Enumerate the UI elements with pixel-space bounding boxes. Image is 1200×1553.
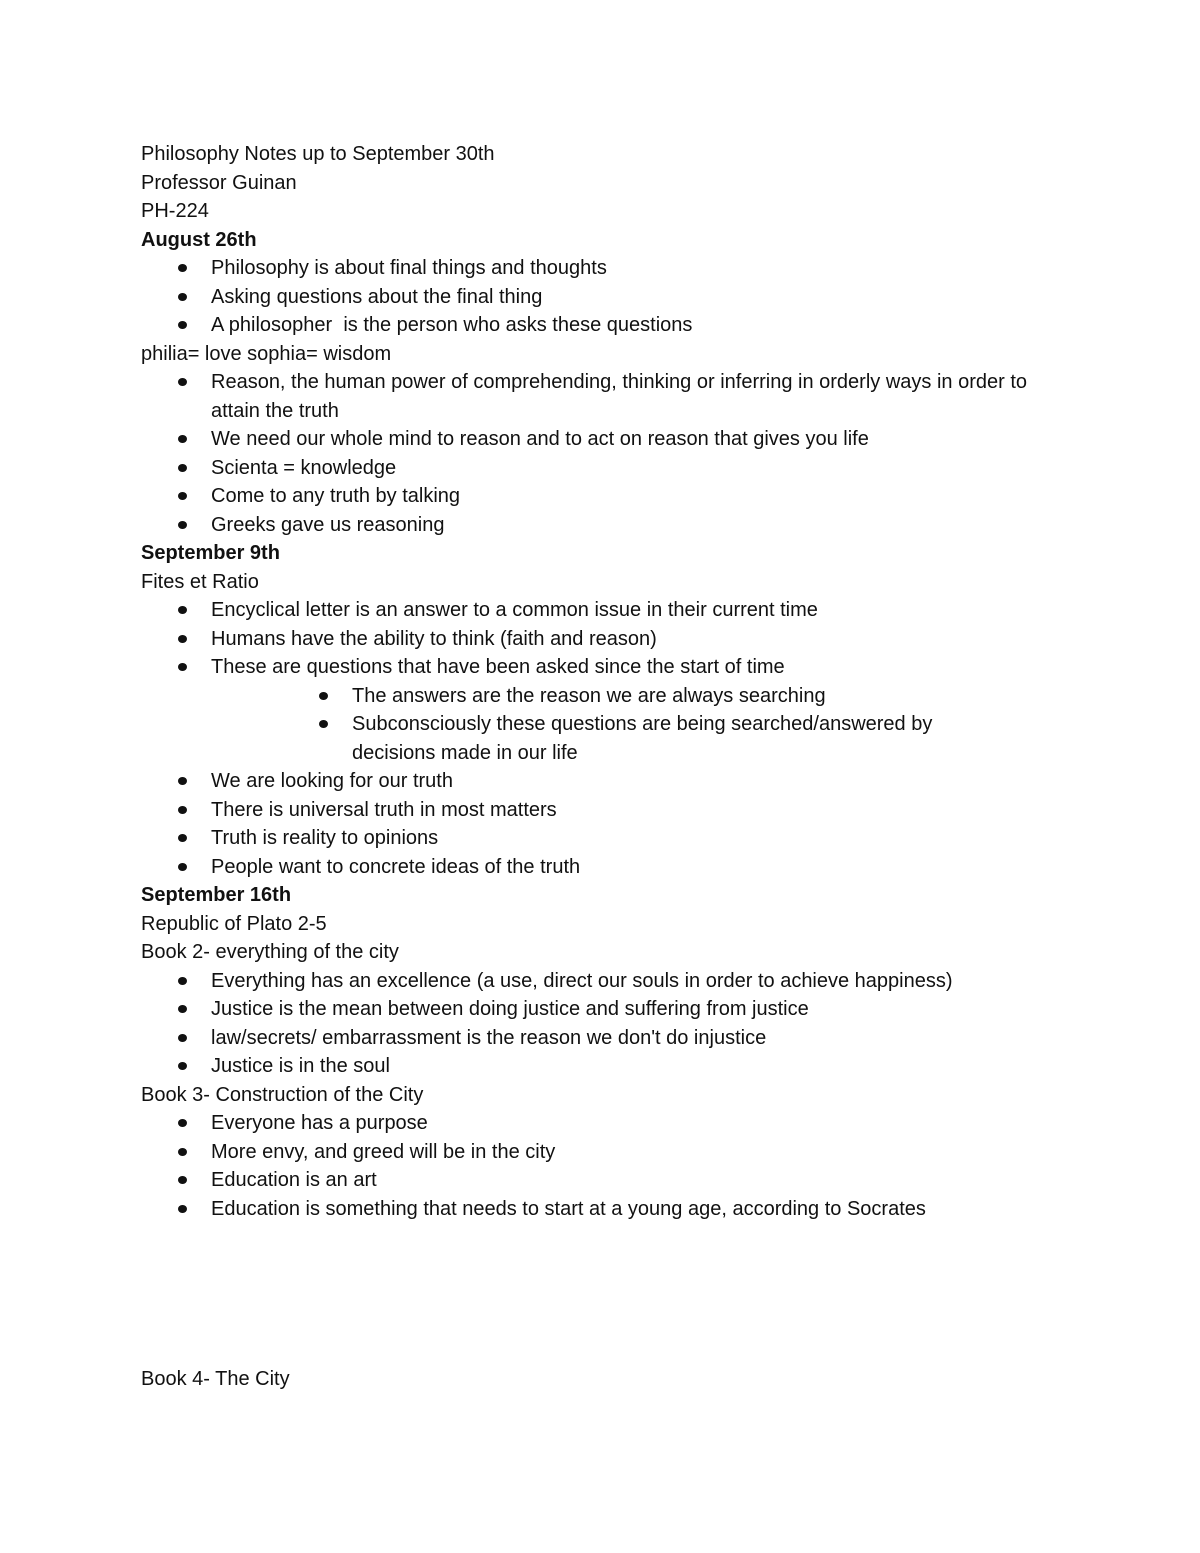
- book3-title: Book 3- Construction of the City: [141, 1083, 424, 1106]
- bullet-icon: [319, 692, 328, 700]
- section-heading-sep9: September 9th: [141, 542, 280, 564]
- list-item: Education is an art: [141, 1166, 1041, 1195]
- list-item: Everyone has a purpose: [141, 1109, 1041, 1138]
- list-item: Come to any truth by talking: [141, 482, 1041, 511]
- list-item: Asking questions about the final thing: [141, 283, 1041, 312]
- bullet-icon: [178, 378, 187, 386]
- book4-title: Book 4- The City: [141, 1368, 290, 1390]
- bullet-icon: [178, 977, 187, 985]
- bullet-icon: [178, 1062, 187, 1070]
- list-item: These are questions that have been asked since the start of time: [141, 653, 1041, 682]
- bullet-icon: [178, 1148, 187, 1156]
- list-item: A philosopher is the person who asks these questions: [141, 311, 1041, 340]
- bullet-icon: [178, 663, 187, 671]
- bullet-icon: [178, 635, 187, 643]
- bullet-icon: [178, 1034, 187, 1042]
- bullet-icon: [178, 1005, 187, 1013]
- list-item: More envy, and greed will be in the city: [141, 1138, 1041, 1167]
- list-item: Greeks gave us reasoning: [141, 511, 1041, 540]
- list-item: Truth is reality to opinions: [141, 824, 1041, 853]
- list-item: Justice is in the soul: [141, 1052, 1041, 1081]
- list-item: Scienta = knowledge: [141, 454, 1041, 483]
- bullet-icon: [178, 1119, 187, 1127]
- list-item: Everything has an excellence (a use, direct our souls in order to achieve happiness): [141, 967, 1041, 996]
- list-item: Justice is the mean between doing justice and suffering from justice: [141, 995, 1041, 1024]
- list-item: Philosophy is about final things and thoughts: [141, 254, 1041, 283]
- bullet-icon: [178, 264, 187, 272]
- professor-name: Professor Guinan: [141, 171, 297, 194]
- list-item: People want to concrete ideas of the truth: [141, 853, 1041, 882]
- list-item: Reason, the human power of comprehending, thinking or inferring in orderly ways in order to attain the truth: [141, 368, 1081, 425]
- bullet-icon: [178, 435, 187, 443]
- section-subtitle: Republic of Plato 2-5: [141, 912, 327, 935]
- blank-space: [141, 1223, 1041, 1365]
- sub-list-item: The answers are the reason we are always searching: [141, 682, 1041, 711]
- bullet-icon: [178, 806, 187, 814]
- bullet-icon: [178, 1205, 187, 1213]
- list-item: We are looking for our truth: [141, 767, 1041, 796]
- bullet-icon: [178, 293, 187, 301]
- sub-list-item: Subconsciously these questions are being searched/answered by decisions made in our life: [141, 710, 988, 767]
- bullet-icon: [178, 464, 187, 472]
- bullet-icon: [178, 1176, 187, 1184]
- list-item: law/secrets/ embarrassment is the reason we don't do injustice: [141, 1024, 1041, 1053]
- bullet-icon: [178, 834, 187, 842]
- document-title: Philosophy Notes up to September 30th: [141, 143, 495, 165]
- section-subtitle: Fites et Ratio: [141, 570, 259, 593]
- bullet-icon: [178, 606, 187, 614]
- bullet-icon: [178, 521, 187, 529]
- list-item: There is universal truth in most matters: [141, 796, 1041, 825]
- list-item: Education is something that needs to start at a young age, according to Socrates: [141, 1195, 1041, 1224]
- section-heading-sep16: September 16th: [141, 884, 292, 906]
- bullet-icon: [178, 863, 187, 871]
- bullet-icon: [178, 492, 187, 500]
- document-body: [141, 140, 1041, 1394]
- bullet-icon: [319, 720, 328, 728]
- bullet-icon: [178, 777, 187, 785]
- book2-title: Book 2- everything of the city: [141, 941, 399, 963]
- bullet-icon: [178, 321, 187, 329]
- list-item: Encyclical letter is an answer to a common issue in their current time: [141, 596, 1041, 625]
- list-item: We need our whole mind to reason and to act on reason that gives you life: [141, 425, 1041, 454]
- list-item: Humans have the ability to think (faith and reason): [141, 625, 1041, 654]
- section-heading-aug26: August 26th: [141, 228, 257, 251]
- definition-line: philia= love sophia= wisdom: [141, 342, 392, 365]
- course-code: PH-224: [141, 200, 209, 222]
